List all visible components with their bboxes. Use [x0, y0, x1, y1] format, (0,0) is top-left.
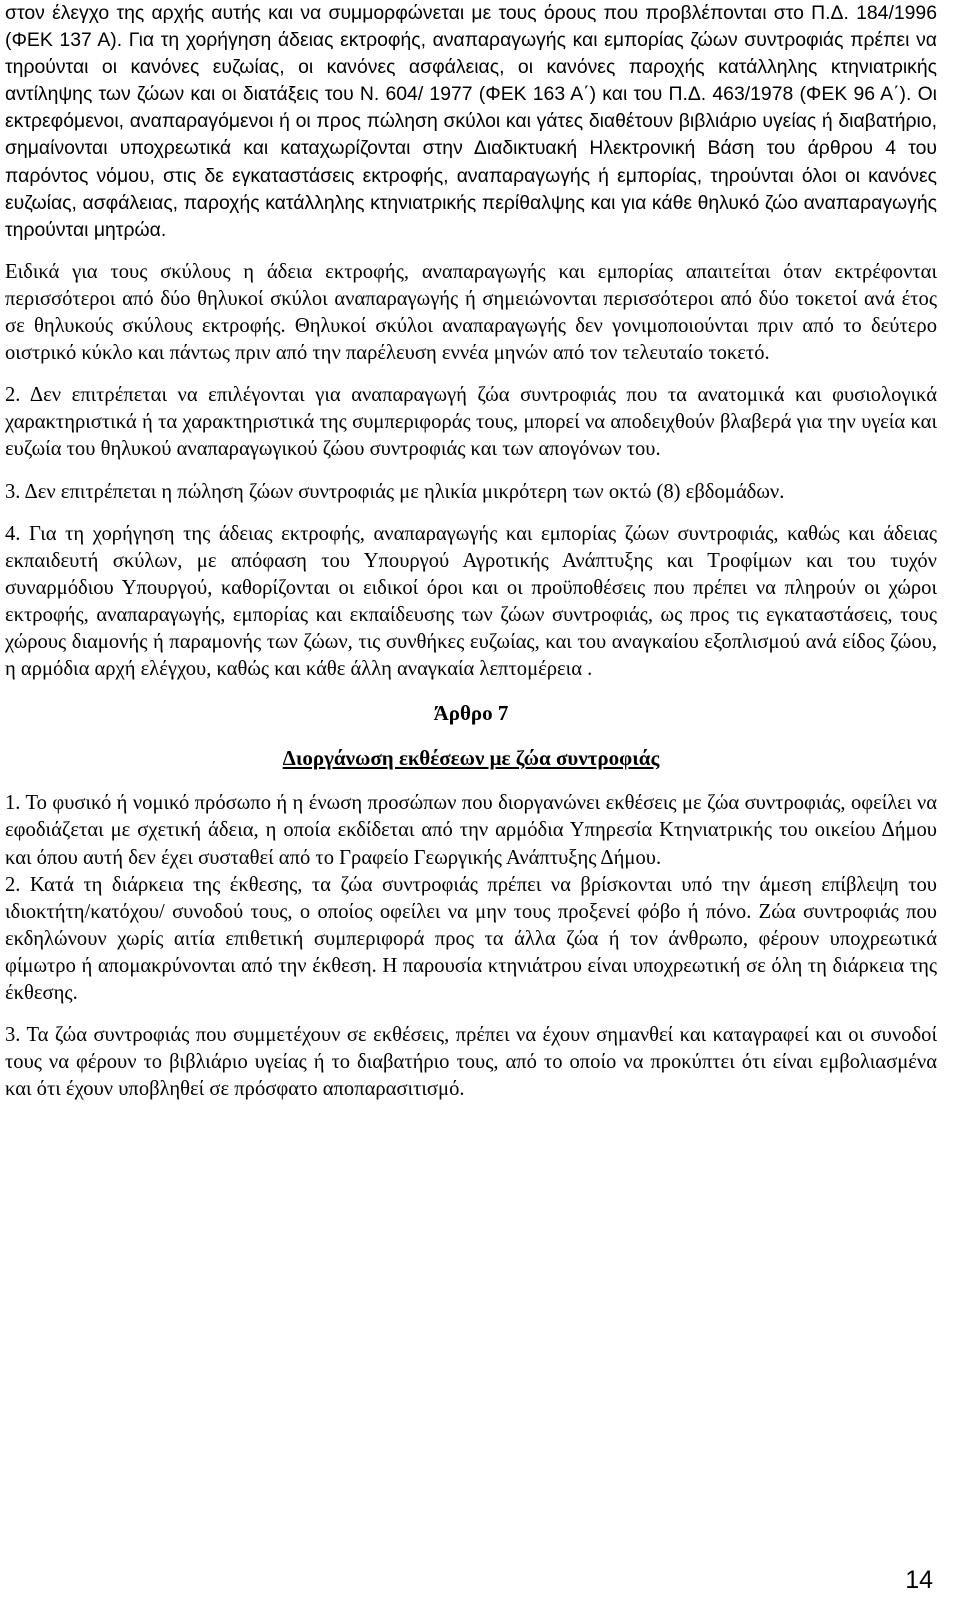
- paragraph-4: 4. Για τη χορήγηση της άδειας εκτροφής, αναπαραγωγής και εμπορίας ζώων συντροφιάς, καθώς και άδειας εκπαιδευτή σκύλων, με απόφαση του Υπουργού Αγροτικής Ανάπτυξης και Τροφίμων και του τυχόν συναρμόδιου Υπουργού, καθορίζονται οι ειδικοί όροι και οι προϋποθέσεις που πρέπει να πληρούν οι χώροι εκτροφής, αναπαραγωγής, εμπορίας και εκπαίδευσης των ζώων συντροφιάς, ως προς τις εγκαταστάσεις, τους χώρους διαμονής ή παραμονής των ζώων, τις συνθήκες ευζωίας, και του αναγκαίου εξοπλισμού ανά είδος ζώου, η αρμόδια αρχή ελέγχου, καθώς και κάθε άλλη αναγκαία λεπτομέρεια .: [5, 522, 937, 681]
- article-paragraph-2: 2. Κατά τη διάρκεια της έκθεσης, τα ζώα συντροφιάς πρέπει να βρίσκονται υπό την άμεση επίβλεψη του ιδιοκτήτη/κατόχου/ συνοδού τους, ο οποίος οφείλει να μην τους προξενεί φόβο ή πόνο. Ζώα συντροφιάς που εκδηλώνουν χωρίς αιτία επιθετική συμπεριφορά προς τα άλλα ζώα ή τον άνθρωπο, φέρουν υποχρεωτικά φίμωτρο ή απομακρύνονται από την έκθεση. Η παρουσία κτηνιάτρου είναι υποχρεωτική σε όλη τη διάρκεια της έκθεσης.: [5, 873, 937, 1004]
- paragraph-dogs: Ειδικά για τους σκύλους η άδεια εκτροφής, αναπαραγωγής και εμπορίας απαιτείται όταν εκτρέφονται περισσότεροι από δύο θηλυκοί σκύλοι αναπαραγωγής ή σημειώνονται περισσότεροι από δύο τοκετοί ανά έτος σε θηλυκούς σκύλους εκτροφής. Θηλυκοί σκύλοι αναπαραγωγής δεν γονιμοποιούνται πριν από το δεύτερο οιστρικό κύκλο και πάντως πριν από την παρέλευση εννέα μηνών από τον τελευταίο τοκετό.: [5, 260, 937, 365]
- article-paragraph-1: 1. Το φυσικό ή νομικό πρόσωπο ή η ένωση προσώπων που διοργανώνει εκθέσεις με ζώα συντροφιάς, οφείλει να εφοδιάζεται με σχετική άδεια, η οποία εκδίδεται από την αρμόδια Υπηρεσία Κτηνιατρικής του οικείου Δήμου και όπου αυτή δεν έχει συσταθεί από το Γραφείο Γεωργικής Ανάπτυξης Δήμου.: [5, 792, 937, 869]
- article-title: Διοργάνωση εκθέσεων με ζώα συντροφιάς: [282, 746, 660, 771]
- page-number: 14: [905, 1566, 933, 1594]
- article-title-wrap: [5, 745, 937, 772]
- document-page: [5, 0, 937, 1118]
- paragraph-2: 2. Δεν επιτρέπεται να επιλέγονται για αναπαραγωγή ζώα συντροφιάς που τα ανατομικά και φυσιολογικά χαρακτηριστικά ή τα χαρακτηριστικά της συμπεριφοράς τους, μπορεί να αποδειχθούν βλαβερά για την υγεία και ευζωία του θηλυκού αναπαραγωγικού ζώου συντροφιάς και των απογόνων του.: [5, 384, 937, 461]
- article-paragraph-3: 3. Τα ζώα συντροφιάς που συμμετέχουν σε εκθέσεις, πρέπει να έχουν σημανθεί και καταγραφεί και οι συνοδοί τους να φέρουν το βιβλιάριο υγείας ή το διαβατήριο τους, από το οποίο να προκύπτει ότι είναι εμβολιασμένα και ότι έχουν υποβληθεί σε πρόσφατο αποπαρασιτισμό.: [5, 1024, 937, 1101]
- paragraph-continuation: στον έλεγχο της αρχής αυτής και να συμμορφώνεται με τους όρους που προβλέπονται στο Π.Δ. 184/1996 (ΦΕΚ 137 Α). Για τη χορήγηση άδειας εκτροφής, αναπαραγωγής και εμπορίας ζώων συντροφιάς πρέπει να τηρούνται οι κανόνες ευζωίας, οι κανόνες ασφάλειας, οι κανόνες παροχής κατάλληλης κτηνιατρικής αντίληψης των ζώων και οι διατάξεις του Ν. 604/ 1977 (ΦΕΚ 163 Α΄) και του Π.Δ. 463/1978 (ΦΕΚ 96 Α΄). Οι εκτρεφόμενοι, αναπαραγόμενοι ή οι προς πώληση σκύλοι και γάτες διαθέτουν βιβλιάριο υγείας ή διαβατήριο, σημαίνονται υποχρεωτικά και καταχωρίζονται στην Διαδικτυακή Ηλεκτρονική Βάση του άρθρου 4 του παρόντος νόμου, στις δε εγκαταστάσεις εκτροφής, αναπαραγωγής ή εμπορίας, τηρούνται όλοι οι κανόνες ευζωίας, ασφάλειας, παροχής κατάλληλης κτηνιατρικής περίθαλψης και για κάθε θηλυκό ζώο αναπαραγωγής τηρούνται μητρώα.: [5, 2, 937, 241]
- article-number: Άρθρο 7: [433, 701, 509, 726]
- paragraph-3: 3. Δεν επιτρέπεται η πώληση ζώων συντροφιάς με ηλικία μικρότερη των οκτώ (8) εβδομάδων.: [5, 480, 785, 503]
